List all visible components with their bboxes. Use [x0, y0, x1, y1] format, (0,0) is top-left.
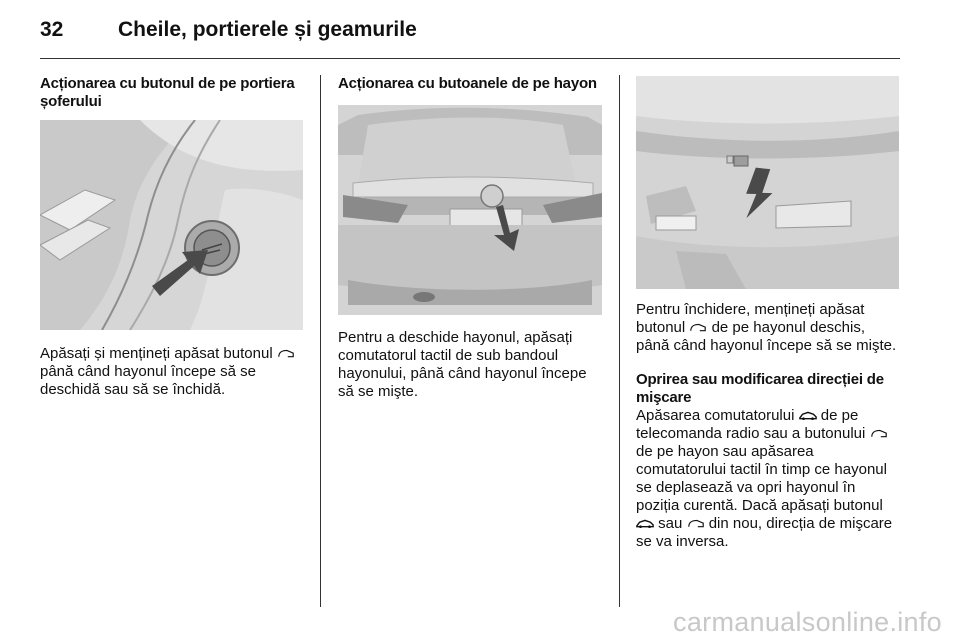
column-divider-1 [320, 75, 321, 607]
tailgate-open-icon [689, 323, 707, 333]
figure-driver-door-button [40, 120, 303, 330]
column-tailgate-buttons [338, 75, 606, 401]
tailgate-open-icon [277, 349, 295, 359]
column-close-and-reverse [636, 75, 902, 551]
paragraph-tailgate-buttons: Pentru a deschide hayonul, apăsați comutatorul tactil de sub bandoul hayonului, până când hayonul începe să se mişte. [338, 329, 587, 400]
section-heading-stop-reverse: Oprirea sau modificarea direcției de mişcare [636, 371, 884, 406]
header-divider [40, 58, 900, 59]
column-divider-2 [619, 75, 620, 607]
tailgate-open-icon [687, 519, 705, 529]
car-remote-icon [636, 519, 654, 529]
figure-tailgate-interior-button [636, 76, 899, 289]
paragraph-driver-door: Apăsați și mențineți apăsat butonul până când hayonul începe să se deschidă sau să se închidă. [40, 345, 306, 399]
paragraph-close: Pentru închidere, mențineți apăsat butonul de pe hayonul deschis, până când hayonul începe să se mişte. [636, 301, 897, 354]
page-header [40, 18, 900, 54]
section-heading-driver-door: Acționarea cu butonul de pe portiera șoferului [40, 75, 295, 110]
section-heading-tailgate-buttons: Acționarea cu butoanele de pe hayon [338, 75, 597, 92]
figure-tailgate-touch-switch [338, 105, 602, 315]
chapter-title: Cheile, portierele și geamurile [118, 18, 417, 41]
tailgate-open-icon [870, 429, 888, 439]
page-number: 32 [40, 18, 64, 41]
column-driver-door [40, 75, 306, 399]
car-remote-icon [799, 411, 817, 421]
paragraph-stop-reverse: Apăsarea comutatorului de pe telecomanda radio sau a butonului de pe hayon sau apăsarea comutatorului tactil în timp ce hayonul se deplasează va opri hayonul în poziția curentă. Dacă apăsați butonul sau din nou, direcția de mişcare se va inversa. [636, 407, 893, 550]
watermark: carmanualsonline.info [673, 607, 942, 637]
